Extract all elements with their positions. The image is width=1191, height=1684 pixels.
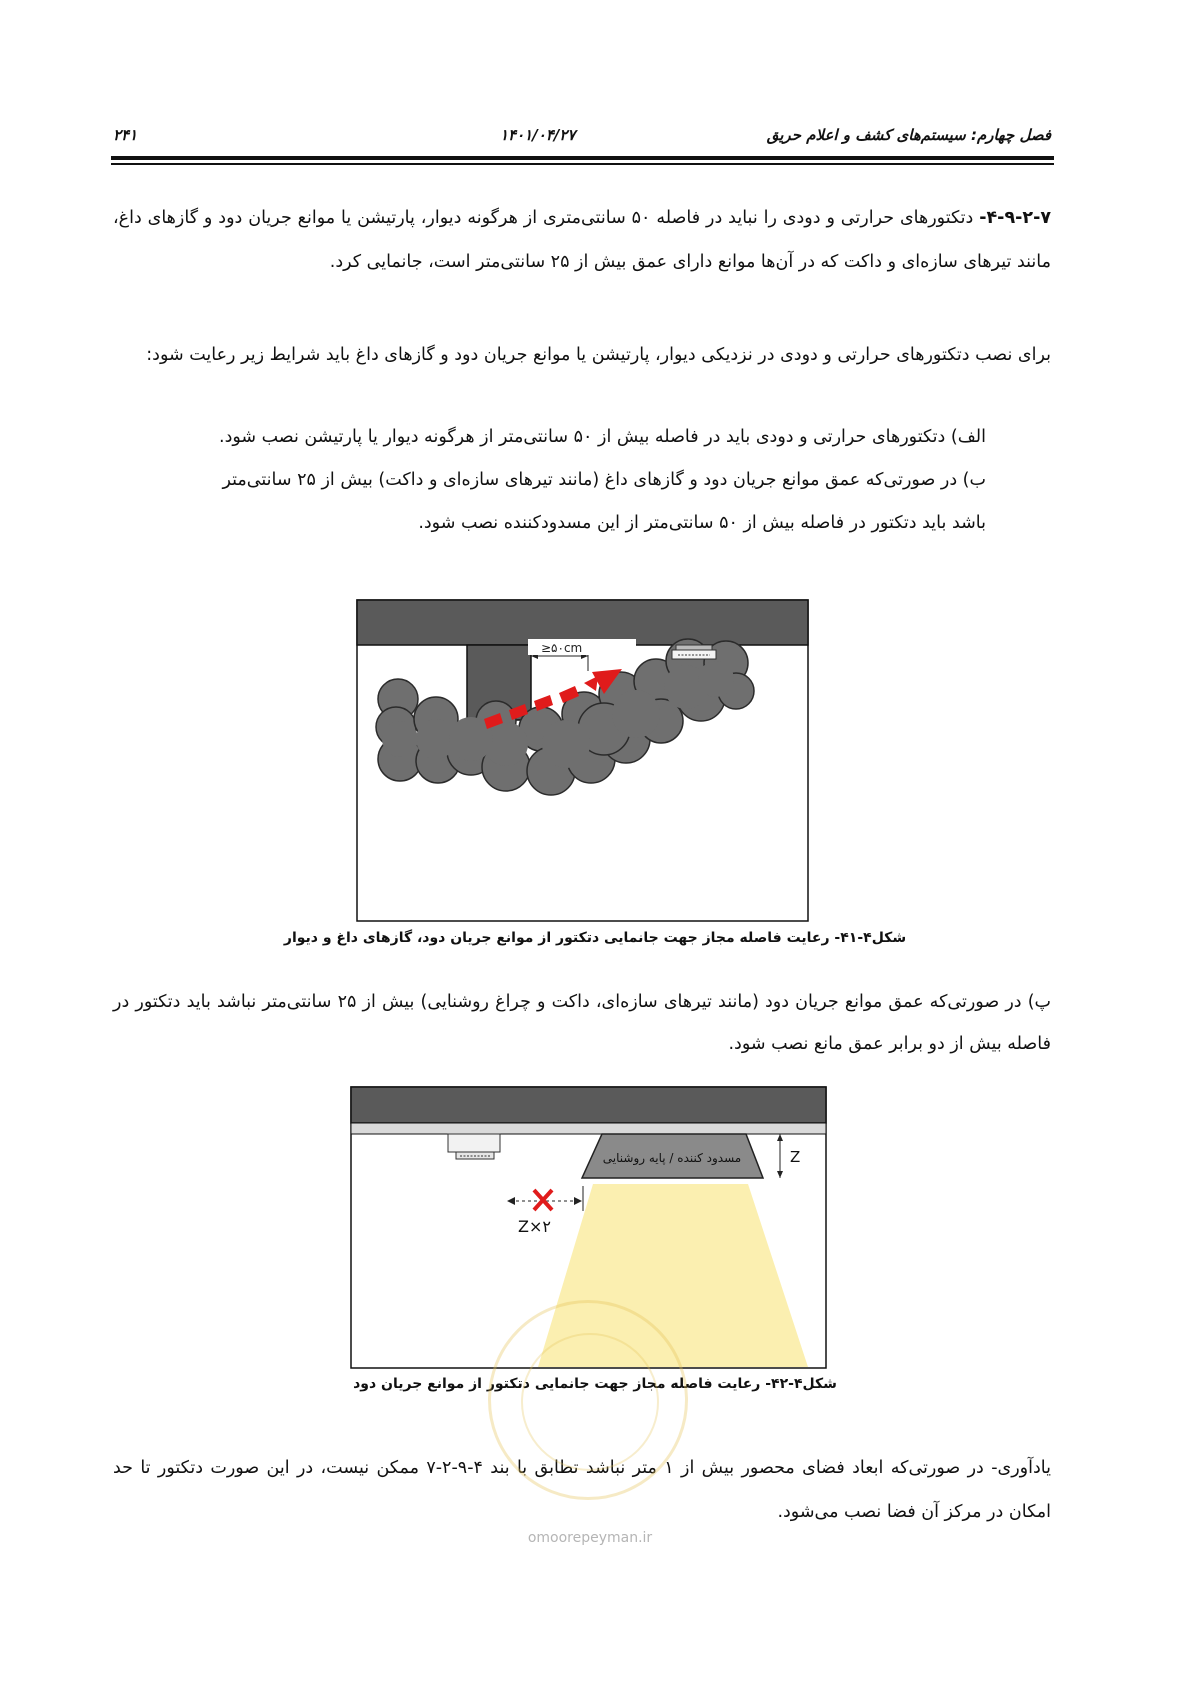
section-text: دتکتورهای حرارتی و دودی را نباید در فاصله ۵۰ سانتی‌متری از هرگونه دیوار، پارتیشن یا موانع جریان دود و گازهای داغ، مانند تیرهای سازه‌ای و داکت که در آن‌ها موانع دارای عمق بیش از ۲۵ سانتی‌متر است، جانمایی کرد. <box>113 208 1051 272</box>
intro-paragraph: برای نصب دتکتورهای حرارتی و دودی در نزدیکی دیوار، پارتیشن یا موانع جریان دود و گازهای داغ باید شرایط زیر رعایت شود: <box>146 345 1051 365</box>
section-paragraph <box>113 196 1051 284</box>
figure-41-caption: شکل۴-۴۱- رعایت فاصله مجاز جهت جانمایی دتکتور از موانع جریان دود، گازهای داغ و دیوار <box>283 930 907 946</box>
smoke-detector-icon <box>672 645 716 659</box>
list-item-be-line1: ب) در صورتی‌که عمق موانع جریان دود و گازهای داغ (مانند تیرهای سازه‌ای و داکت) بیش از ۲۵ سانتی‌متر <box>222 470 986 490</box>
ceiling-slab <box>357 600 808 645</box>
header-rule-thin <box>111 163 1054 165</box>
note-paragraph: یادآوری- در صورتی‌که ابعاد فضای محصور بیش از ۱ متر نباشد تطابق با بند ۴-۹-۲-۷ ممکن نیست، در این صورت دتکتور تا حد امکان در مرکز آن فضا نصب می‌شود. <box>113 1458 1051 1522</box>
ceiling-slab <box>351 1087 826 1123</box>
z-label: Z <box>790 1148 801 1166</box>
list-item-pe: پ) در صورتی‌که عمق موانع جریان دود (مانند تیرهای سازه‌ای، داکت و چراغ روشنایی) بیش از ۲۵ سانتی‌متر نباشد باید دتکتور در فاصله بیش از دو برابر عمق مانع نصب شود. <box>113 992 1051 1054</box>
ceiling-layer <box>351 1123 826 1134</box>
distance-label: Z×۲ <box>518 1217 551 1236</box>
watermark-text: omoorepeyman.ir <box>527 1530 653 1546</box>
chapter-title: فصل چهارم: سیستم‌های کشف و اعلام حریق <box>766 126 1051 144</box>
section-number: ۴-۹-۲-۷- <box>979 208 1052 228</box>
figure-41-diagram <box>356 599 809 922</box>
obstruction-label: مسدود کننده / پایه روشنایی <box>602 1151 742 1165</box>
dimension-label: ≥۵۰cm <box>541 641 583 655</box>
page-number: ۲۴۱ <box>113 126 138 144</box>
header-date: ۱۴۰۱/۰۴/۲۷ <box>500 126 576 144</box>
watermark-seal <box>488 1300 688 1500</box>
smoke-detector-icon <box>448 1134 500 1159</box>
figure-42-caption: شکل۴-۴۲- رعایت فاصله مجاز جهت جانمایی دتکتور از موانع جریان دود <box>353 1376 837 1392</box>
list-item-alef: الف) دتکتورهای حرارتی و دودی باید در فاصله بیش از ۵۰ سانتی‌متر از هرگونه دیوار یا پارتیشن نصب شود. <box>219 427 986 447</box>
list-item-be-line2: باشد باید دتکتور در فاصله بیش از ۵۰ سانتی‌متر از این مسدودکننده نصب شود. <box>418 513 986 533</box>
header-rule <box>111 156 1054 160</box>
